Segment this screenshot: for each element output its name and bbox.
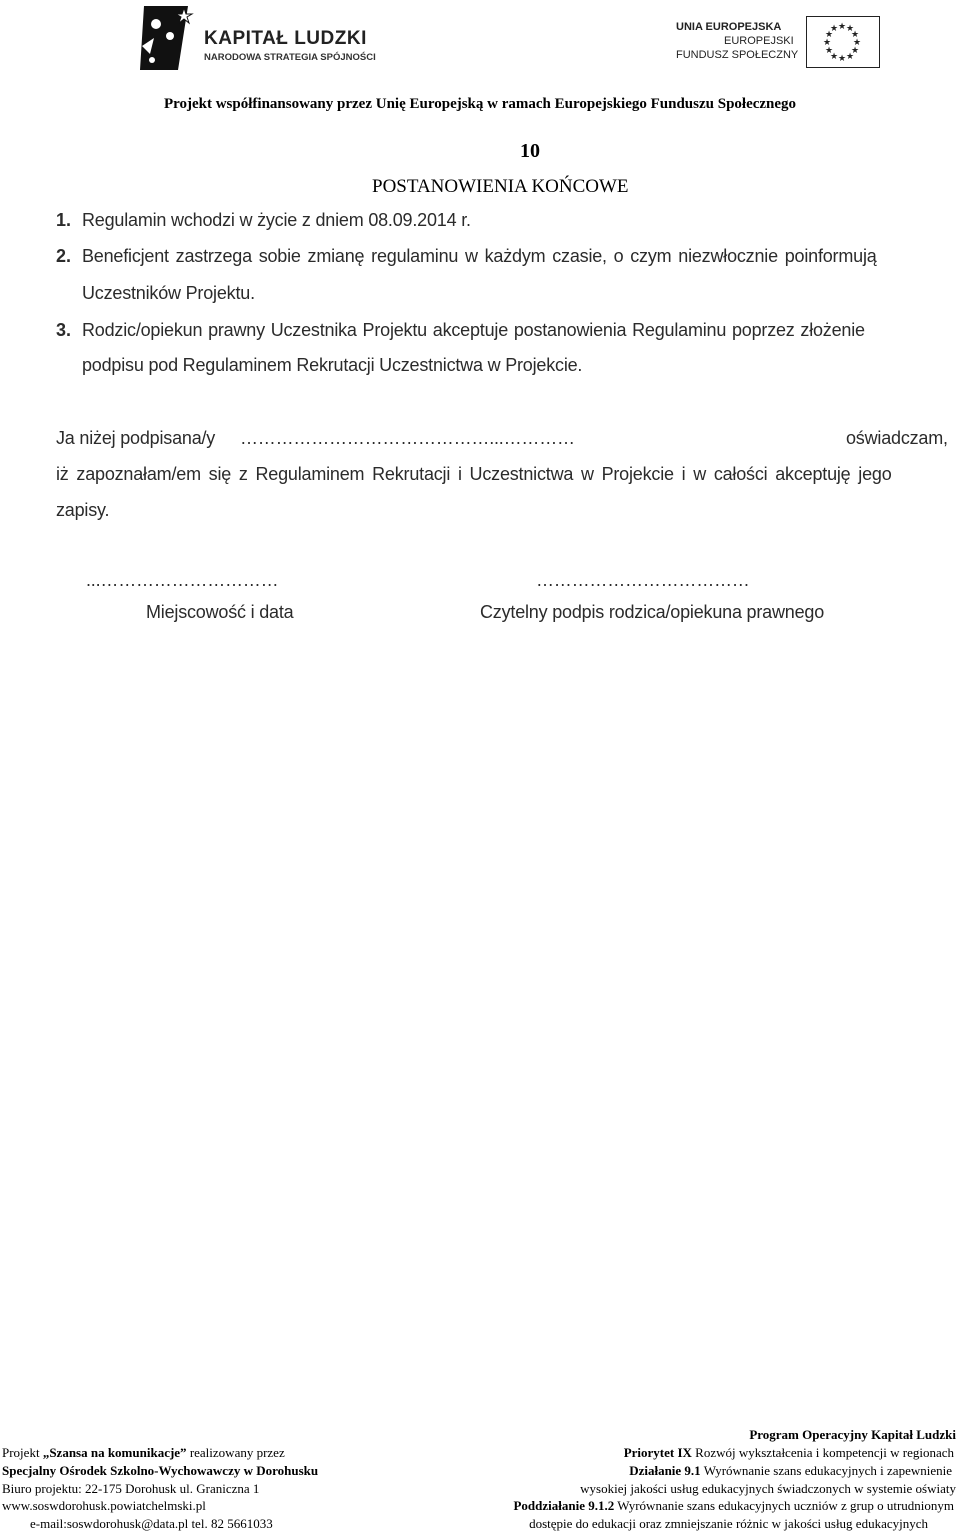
- declaration-line-2: iż zapoznałam/em się z Regulaminem Rekrutacji i Uczestnictwa w Projekcie i w całości akceptuję jego: [56, 464, 892, 484]
- footer-action: Działanie 9.1: [629, 1463, 701, 1478]
- footer-left-l1-pre: Projekt: [2, 1445, 43, 1460]
- footer-right-line-2: [629, 1462, 952, 1480]
- item-3-line-1: Rodzic/opiekun prawny Uczestnika Projektu akceptuje postanowienia Regulaminu poprzez złożenie: [82, 320, 865, 340]
- item-1-number: 1.: [56, 210, 72, 230]
- declaration-suffix: oświadczam,: [846, 428, 948, 448]
- eu-flag-icon: [806, 16, 880, 68]
- item-1-line-1: Regulamin wchodzi w życie z dniem 08.09.2014 r.: [82, 210, 471, 230]
- kapital-ludzki-emblem-icon: [126, 2, 198, 74]
- svg-text:★: ★: [850, 30, 860, 40]
- kapital-ludzki-logo: [126, 2, 386, 74]
- cofinancing-header: Projekt współfinansowany przez Unię Europejską w ramach Europejskiego Funduszu Społecznego: [163, 96, 797, 112]
- footer-right-line-5: dostępie do edukacji oraz zmniejszanie różnic w jakości usług edukacyjnych: [529, 1516, 928, 1531]
- footer-action-desc: Wyrównanie szans edukacyjnych i zapewnienie: [700, 1463, 952, 1478]
- footer-left-line-3: Biuro projektu: 22-175 Dorohusk ul. Graniczna 1: [2, 1481, 260, 1496]
- eu-line-2: EUROPEJSKI: [724, 35, 794, 47]
- eu-logo-text: [676, 20, 798, 62]
- svg-text:★: ★: [845, 52, 855, 62]
- footer-priority: Priorytet IX: [623, 1445, 692, 1460]
- item-3-number: 3.: [56, 320, 72, 340]
- footer-left-line-2: Specjalny Ośrodek Szkolno-Wychowawczy w Dorohusku: [2, 1463, 319, 1478]
- footer-right-line-1: [624, 1444, 954, 1462]
- signature-line: ………………………………: [536, 570, 750, 590]
- item-2-line-2: Uczestników Projektu.: [82, 283, 255, 303]
- eu-line-1: UNIA EUROPEJSKA: [676, 21, 782, 33]
- footer-left-l1-post: realizowany przez: [186, 1445, 285, 1460]
- declaration-line-3: zapisy.: [56, 500, 110, 520]
- footer-right-line-3: wysokiej jakości usług edukacyjnych świadczonych w systemie oświaty: [580, 1481, 956, 1496]
- footer-left-line-1: [2, 1444, 285, 1462]
- footer-contact: e-mail:soswdorohusk@data.pl tel. 82 5661033: [30, 1516, 273, 1531]
- signature-label: Czytelny podpis rodzica/opiekuna prawnego: [480, 602, 825, 622]
- svg-text:★: ★: [829, 24, 839, 34]
- item-2-number: 2.: [56, 246, 72, 266]
- svg-text:★: ★: [824, 46, 834, 56]
- footer-project-name: „Szansa na komunikacje”: [42, 1445, 187, 1460]
- kapital-ludzki-subtitle: NARODOWA STRATEGIA SPÓJNOŚCI: [204, 52, 376, 63]
- kapital-ludzki-title: KAPITAŁ LUDZKI: [204, 28, 367, 49]
- place-date-line: ...…………………………: [86, 570, 279, 590]
- eu-logo: [676, 16, 880, 70]
- declaration-prefix: Ja niżej podpisana/y: [56, 428, 216, 448]
- svg-text:★: ★: [837, 22, 847, 32]
- footer-subaction: Poddziałanie 9.1.2: [513, 1498, 615, 1513]
- footer-website-link[interactable]: www.soswdorohusk.powiatchelmski.pl: [2, 1498, 206, 1513]
- declaration-blank: ……………………………………...…………: [240, 428, 575, 448]
- footer-subaction-desc: Wyrównanie szans edukacyjnych uczniów z grup o utrudnionym: [614, 1498, 954, 1513]
- section-number: 10: [520, 140, 540, 162]
- item-2-line-1: Beneficjent zastrzega sobie zmianę regulaminu w każdym czasie, o czym niezwłocznie poinformują: [82, 246, 877, 266]
- footer-priority-desc: Rozwój wykształcenia i kompetencji w regionach: [691, 1445, 954, 1460]
- footer-right-line-0: Program Operacyjny Kapitał Ludzki: [749, 1427, 956, 1442]
- svg-text:★: ★: [829, 52, 839, 62]
- place-date-label: Miejscowość i data: [146, 602, 294, 622]
- eu-line-3: FUNDUSZ SPOŁECZNY: [676, 49, 799, 61]
- svg-text:★: ★: [850, 46, 860, 56]
- svg-text:★: ★: [822, 38, 832, 48]
- section-title: POSTANOWIENIA KOŃCOWE: [372, 176, 629, 197]
- svg-text:★: ★: [845, 24, 855, 34]
- svg-text:★: ★: [824, 30, 834, 40]
- item-3-line-2: podpisu pod Regulaminem Rekrutacji Uczestnictwa w Projekcie.: [82, 355, 583, 375]
- svg-text:★: ★: [837, 54, 847, 64]
- footer-right-line-4: [513, 1497, 954, 1515]
- svg-text:★: ★: [852, 38, 862, 48]
